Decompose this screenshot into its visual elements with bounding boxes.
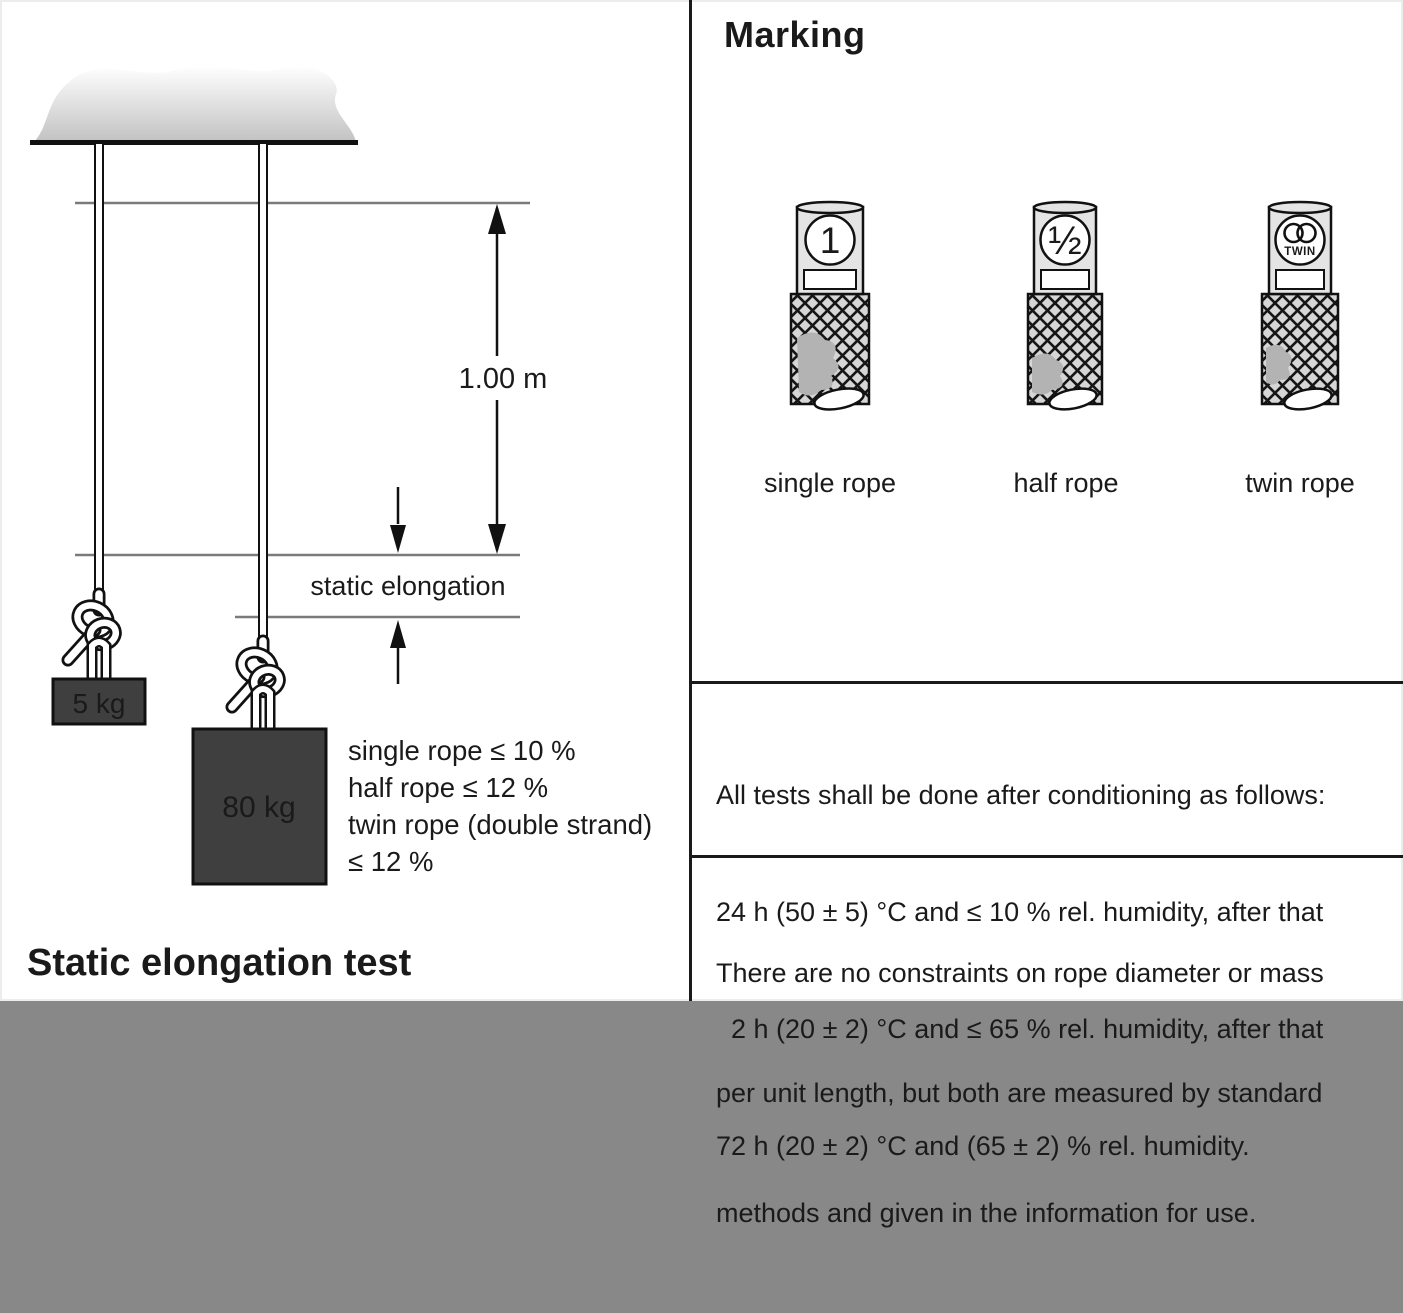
ceiling-support — [30, 66, 358, 145]
separator-conditioning — [689, 681, 1403, 684]
panel-divider — [689, 0, 692, 1001]
marking-half-rope — [1010, 198, 1120, 428]
knot-left — [68, 594, 119, 682]
conditioning-line: 24 h (50 ± 5) °C and ≤ 10 % rel. humidity, after that — [716, 897, 1324, 927]
constraints-box — [716, 873, 1324, 1313]
tag-blank-field — [1041, 270, 1089, 289]
tag-top-edge — [1269, 202, 1331, 213]
constraints-line: per unit length, but both are measured by standard — [716, 1078, 1323, 1108]
svg-text:twin rope (double strand): twin rope (double strand) — [348, 809, 653, 840]
label-single-rope: single rope — [763, 468, 897, 498]
label-twin-rope: twin rope — [1245, 468, 1355, 498]
left-panel-title: Static elongation test — [27, 942, 412, 984]
knot-right — [232, 641, 283, 735]
svg-text:single rope ≤ 10 %: single rope ≤ 10 % — [348, 735, 576, 766]
weight-80kg — [193, 729, 326, 884]
static-elongation-diagram — [0, 0, 690, 1001]
tag-top-edge — [1034, 202, 1096, 213]
elongation-arrow-down — [390, 487, 406, 553]
marking-single-rope — [775, 198, 885, 428]
weight-80kg-label: 80 kg — [222, 791, 296, 824]
spec-text — [348, 735, 652, 877]
constraints-line: methods and given in the information for use. — [716, 1198, 1257, 1228]
label-half-rope: half rope — [1013, 468, 1119, 498]
rope-left — [95, 143, 103, 600]
dimension-label: 1.00 m — [458, 363, 548, 395]
marking-twin-rope — [1245, 198, 1355, 428]
single-rope-symbol: 1 — [819, 220, 841, 261]
rope-right — [259, 143, 267, 647]
ceiling-edge-line — [30, 140, 358, 145]
twin-rope-symbol: TWIN — [1284, 246, 1316, 258]
half-rope-symbol: ½ — [1048, 219, 1082, 263]
constraints-line: There are no constraints on rope diameter or mass — [716, 958, 1324, 988]
tag-blank-field — [1276, 270, 1324, 289]
svg-text:≤ 12 %: ≤ 12 % — [348, 846, 434, 877]
marking-title: Marking — [724, 14, 866, 55]
elongation-label: static elongation — [310, 571, 506, 601]
tag-top-edge — [797, 202, 863, 213]
conditioning-line: 72 h (20 ± 2) °C and (65 ± 2) % rel. humidity. — [716, 1131, 1250, 1161]
conditioning-line: 2 h (20 ± 2) °C and ≤ 65 % rel. humidity, after that — [716, 1014, 1324, 1044]
conditioning-line: All tests shall be done after conditioning as follows: — [716, 780, 1326, 810]
tag-blank-field — [804, 270, 856, 289]
weight-5kg — [53, 679, 145, 724]
weight-5kg-label: 5 kg — [72, 688, 126, 719]
svg-text:half rope ≤ 12 %: half rope ≤ 12 % — [348, 772, 549, 803]
elongation-arrow-up — [390, 620, 406, 684]
